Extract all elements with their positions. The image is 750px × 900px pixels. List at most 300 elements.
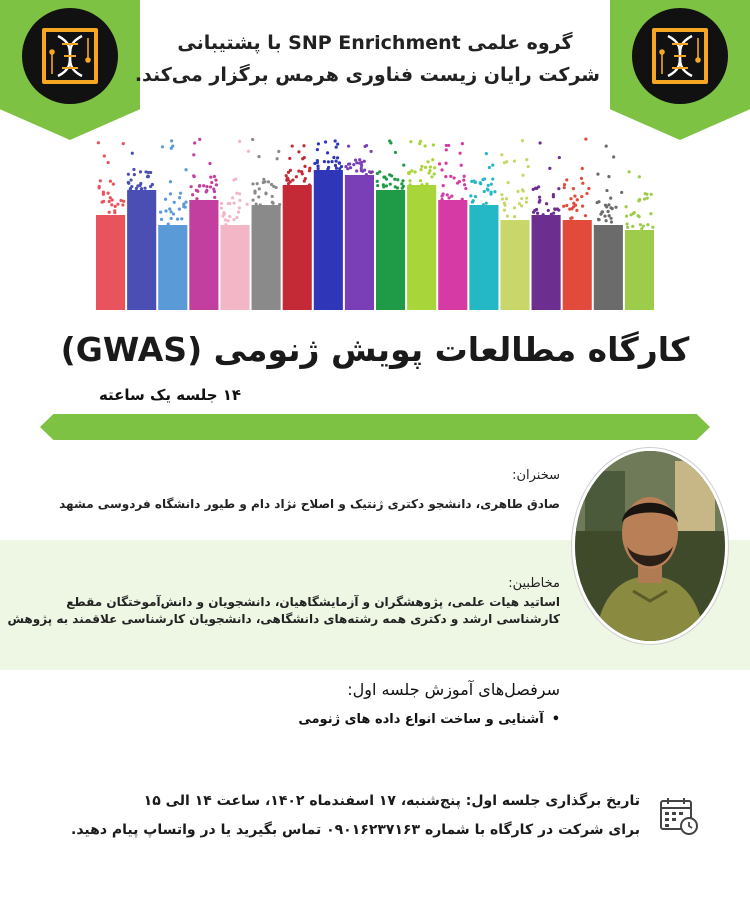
chromosome-bar — [314, 170, 343, 310]
snp-point — [552, 212, 555, 215]
snp-point — [358, 158, 361, 161]
snp-point — [376, 180, 379, 183]
chromosome-bar — [96, 215, 125, 310]
snp-point — [557, 209, 560, 212]
snp-point — [522, 174, 525, 177]
snp-point — [238, 140, 241, 143]
snp-point — [235, 192, 238, 195]
snp-point — [287, 182, 290, 185]
snp-point — [503, 204, 506, 207]
snp-point — [382, 185, 385, 188]
snp-point — [131, 152, 134, 155]
snp-point — [408, 179, 411, 182]
snp-point — [275, 186, 278, 189]
snp-point — [565, 178, 568, 181]
snp-point — [630, 213, 633, 216]
snp-point — [490, 183, 493, 186]
snp-point — [170, 147, 173, 150]
snp-point — [513, 215, 516, 218]
snp-point — [605, 144, 608, 147]
snp-point — [198, 185, 201, 188]
snp-point — [355, 169, 358, 172]
snp-point — [534, 187, 537, 190]
snp-point — [237, 211, 240, 214]
snp-point — [257, 155, 260, 158]
snp-point — [107, 191, 110, 194]
snp-point — [133, 173, 136, 176]
snp-point — [507, 181, 510, 184]
snp-point — [146, 175, 149, 178]
snp-point — [603, 214, 606, 217]
snp-point — [513, 206, 516, 209]
chromosome-bar — [283, 185, 312, 310]
snp-point — [220, 206, 223, 209]
snp-point — [581, 182, 584, 185]
footer-contact-line: برای شرکت در کارگاه با شماره ۰۹۰۱۶۲۳۷۱۶۳ تماس بگیرید یا در واتساپ پیام دهید. — [71, 822, 640, 838]
snp-point — [316, 148, 319, 151]
snp-point — [393, 178, 396, 181]
snp-point — [450, 195, 453, 198]
snp-point — [646, 197, 649, 200]
snp-point — [336, 156, 339, 159]
dna-circuit-logo-icon — [632, 8, 728, 104]
snp-point — [297, 150, 300, 153]
snp-point — [102, 191, 105, 194]
snp-point — [525, 158, 528, 161]
snp-point — [317, 167, 320, 170]
snp-point — [348, 162, 351, 165]
snp-point — [520, 204, 523, 207]
snp-point — [232, 178, 235, 181]
snp-point — [238, 192, 241, 195]
snp-point — [474, 195, 477, 198]
snp-point — [215, 183, 218, 186]
snp-point — [376, 184, 379, 187]
snp-point — [168, 207, 171, 210]
snp-point — [184, 168, 187, 171]
snp-point — [101, 200, 104, 203]
snp-point — [338, 161, 341, 164]
snp-point — [573, 195, 576, 198]
snp-point — [487, 184, 490, 187]
snp-point — [335, 167, 338, 170]
snp-point — [525, 197, 528, 200]
chromosome-bar — [532, 215, 561, 310]
snp-point — [354, 158, 357, 161]
chromosome-bar — [625, 230, 654, 310]
speaker-text: صادق طاهری، دانشجو دکتری ژنتیک و اصلاح نژاد دام و طیور دانشگاه فردوسی مشهد — [59, 497, 560, 511]
snp-point — [172, 212, 175, 215]
snp-point — [548, 167, 551, 170]
snp-point — [190, 185, 193, 188]
snp-point — [503, 209, 506, 212]
chromosome-bar — [252, 205, 281, 310]
snp-point — [326, 168, 329, 171]
snp-point — [651, 226, 654, 229]
snp-point — [427, 171, 430, 174]
snp-point — [552, 193, 555, 196]
snp-point — [262, 178, 265, 181]
snp-point — [232, 218, 235, 221]
snp-point — [638, 215, 641, 218]
snp-point — [301, 172, 304, 175]
snp-point — [289, 169, 292, 172]
snp-point — [424, 144, 427, 147]
snp-point — [612, 155, 615, 158]
snp-point — [419, 140, 422, 143]
snp-point — [645, 193, 648, 196]
green-divider-band — [40, 414, 710, 440]
snp-point — [568, 208, 571, 211]
snp-point — [389, 183, 392, 186]
snp-point — [202, 184, 205, 187]
snp-point — [301, 157, 304, 160]
snp-point — [182, 203, 185, 206]
snp-point — [631, 225, 634, 228]
snp-point — [442, 184, 445, 187]
snp-point — [205, 189, 208, 192]
snp-point — [513, 159, 516, 162]
snp-point — [461, 142, 464, 145]
snp-point — [332, 156, 335, 159]
chromosome-bar — [407, 185, 436, 310]
snp-point — [256, 182, 259, 185]
snp-point — [360, 167, 363, 170]
snp-point — [121, 203, 124, 206]
header-line-1: گروه علمی SNP Enrichment با پشتیبانی — [177, 32, 573, 54]
speaker-heading: سخنران: — [512, 468, 560, 483]
snp-point — [119, 199, 122, 202]
snp-point — [111, 198, 114, 201]
snp-point — [169, 180, 172, 183]
snp-point — [361, 170, 364, 173]
snp-point — [208, 162, 211, 165]
snp-point — [606, 210, 609, 213]
snp-point — [596, 173, 599, 176]
snp-point — [408, 171, 411, 174]
snp-point — [538, 141, 541, 144]
snp-point — [581, 205, 584, 208]
snp-point — [503, 161, 506, 164]
snp-point — [599, 213, 602, 216]
snp-point — [486, 188, 489, 191]
snp-point — [224, 223, 227, 226]
snp-point — [394, 151, 397, 154]
snp-point — [97, 141, 100, 144]
snp-point — [255, 203, 258, 206]
snp-point — [334, 164, 337, 167]
snp-point — [426, 160, 429, 163]
snp-point — [159, 211, 162, 214]
snp-point — [176, 218, 179, 221]
snp-point — [505, 197, 508, 200]
dna-circuit-logo-icon — [22, 8, 118, 104]
snp-point — [419, 179, 422, 182]
snp-point — [99, 179, 102, 182]
snp-point — [220, 202, 223, 205]
snp-point — [638, 198, 641, 201]
snp-point — [424, 166, 427, 169]
snp-point — [335, 146, 338, 149]
snp-point — [227, 202, 230, 205]
snp-point — [389, 141, 392, 144]
snp-point — [420, 183, 423, 186]
snp-point — [336, 143, 339, 146]
snp-point — [596, 201, 599, 204]
snp-point — [572, 205, 575, 208]
snp-point — [288, 157, 291, 160]
snp-point — [491, 164, 494, 167]
snp-point — [213, 190, 216, 193]
snp-point — [210, 181, 213, 184]
snp-point — [382, 176, 385, 179]
snp-point — [246, 203, 249, 206]
snp-point — [223, 212, 226, 215]
snp-point — [538, 199, 541, 202]
snp-point — [326, 151, 329, 154]
snp-point — [607, 175, 610, 178]
calendar-clock-icon — [658, 795, 700, 837]
snp-point — [129, 187, 132, 190]
snp-point — [122, 142, 125, 145]
snp-point — [170, 210, 173, 213]
snp-point — [488, 166, 491, 169]
snp-point — [103, 154, 106, 157]
snp-point — [98, 185, 101, 188]
snp-point — [164, 209, 167, 212]
snp-point — [113, 209, 116, 212]
snp-point — [493, 190, 496, 193]
snp-point — [445, 144, 448, 147]
snp-point — [489, 191, 492, 194]
snp-point — [430, 175, 433, 178]
snp-point — [147, 171, 150, 174]
snp-point — [193, 141, 196, 144]
snp-point — [562, 205, 565, 208]
snp-point — [464, 187, 467, 190]
snp-point — [161, 145, 164, 148]
snp-point — [440, 198, 443, 201]
speaker-portrait — [572, 448, 728, 644]
snp-point — [264, 192, 267, 195]
snp-point — [628, 170, 631, 173]
snp-point — [338, 167, 341, 170]
audience-line-2: کارشناسی ارشد و دکتری همه رشته‌های دانشگاهی، دانشجویان کارشناسی علاقمند به پژوهش — [7, 612, 560, 626]
snp-point — [224, 218, 227, 221]
snp-point — [409, 183, 412, 186]
snp-point — [355, 161, 358, 164]
snp-point — [262, 181, 265, 184]
snp-point — [459, 152, 462, 155]
snp-point — [414, 170, 417, 173]
snp-point — [537, 185, 540, 188]
snp-point — [605, 189, 608, 192]
snp-point — [267, 180, 270, 183]
snp-point — [471, 200, 474, 203]
syllabus-item: • آشنایی و ساخت انواع داده های ژنومی — [298, 712, 560, 727]
snp-point — [116, 203, 119, 206]
snp-point — [178, 208, 181, 211]
snp-point — [180, 217, 183, 220]
snp-point — [251, 138, 254, 141]
snp-point — [112, 182, 115, 185]
snp-point — [334, 139, 337, 142]
chromosome-bar — [438, 200, 467, 310]
snp-point — [429, 165, 432, 168]
chromosome-bar — [500, 220, 529, 310]
snp-point — [347, 145, 350, 148]
snp-point — [378, 170, 381, 173]
snp-point — [491, 177, 494, 180]
snp-point — [558, 156, 561, 159]
snp-point — [456, 181, 459, 184]
snp-point — [536, 212, 539, 215]
snp-point — [626, 222, 629, 225]
snp-point — [394, 185, 397, 188]
snp-point — [198, 138, 201, 141]
snp-point — [521, 139, 524, 142]
snp-point — [209, 175, 212, 178]
snp-point — [388, 173, 391, 176]
snp-point — [170, 217, 173, 220]
snp-point — [303, 165, 306, 168]
snp-point — [334, 159, 337, 162]
snp-point — [169, 192, 172, 195]
snp-point — [184, 205, 187, 208]
snp-point — [538, 196, 541, 199]
snp-point — [598, 218, 601, 221]
snp-point — [460, 164, 463, 167]
snp-point — [193, 175, 196, 178]
snp-point — [445, 148, 448, 151]
snp-point — [604, 219, 607, 222]
snp-point — [139, 170, 142, 173]
snp-point — [132, 168, 135, 171]
snp-point — [609, 206, 612, 209]
chromosome-bar — [469, 205, 498, 310]
snp-point — [316, 159, 319, 162]
snp-point — [107, 161, 110, 164]
right-badge — [610, 0, 750, 140]
snp-point — [432, 143, 435, 146]
snp-point — [385, 184, 388, 187]
snp-point — [433, 166, 436, 169]
snp-point — [295, 175, 298, 178]
snp-point — [385, 178, 388, 181]
snp-point — [122, 200, 125, 203]
snp-point — [449, 175, 452, 178]
workshop-title: کارگاه مطالعات پویش ژنومی (GWAS) — [60, 330, 690, 369]
footer-date-line: تاریخ برگذاری جلسه اول: پنج‌شنبه، ۱۷ اسفندماه ۱۴۰۲، ساعت ۱۴ الی ۱۵ — [143, 793, 640, 809]
snp-point — [469, 194, 472, 197]
snp-point — [522, 189, 525, 192]
snp-point — [396, 178, 399, 181]
snp-point — [608, 214, 611, 217]
snp-point — [278, 203, 281, 206]
chromosome-bar — [220, 225, 249, 310]
snp-point — [191, 193, 194, 196]
snp-point — [247, 150, 250, 153]
gwas-bars-graphic — [95, 130, 655, 315]
snp-point — [481, 178, 484, 181]
chromosome-bar — [127, 190, 156, 310]
snp-point — [419, 168, 422, 171]
snp-point — [479, 181, 482, 184]
snp-point — [585, 192, 588, 195]
left-badge — [0, 0, 140, 140]
audience-heading: مخاطبین: — [508, 576, 560, 591]
snp-point — [565, 204, 568, 207]
snp-point — [213, 196, 216, 199]
snp-point — [195, 197, 198, 200]
snp-point — [109, 180, 112, 183]
snp-point — [420, 165, 423, 168]
snp-point — [470, 180, 473, 183]
sessions-count: ۱۴ جلسه یک ساعته — [98, 386, 242, 404]
snp-point — [569, 197, 572, 200]
snp-point — [609, 197, 612, 200]
snp-point — [205, 185, 208, 188]
chromosome-bar — [345, 175, 374, 310]
snp-point — [173, 201, 176, 204]
snp-point — [572, 187, 575, 190]
snp-point — [232, 202, 235, 205]
snp-point — [238, 206, 241, 209]
snp-point — [642, 224, 645, 227]
snp-point — [575, 209, 578, 212]
snp-point — [327, 160, 330, 163]
snp-point — [287, 178, 290, 181]
snp-point — [330, 160, 333, 163]
snp-point — [149, 185, 152, 188]
snp-point — [303, 179, 306, 182]
snp-point — [483, 190, 486, 193]
snp-point — [535, 208, 538, 211]
snp-point — [365, 173, 368, 176]
snp-point — [580, 177, 583, 180]
snp-point — [527, 165, 530, 168]
snp-point — [587, 187, 590, 190]
snp-point — [238, 199, 241, 202]
snp-point — [178, 196, 181, 199]
snp-point — [625, 214, 628, 217]
snp-point — [114, 205, 117, 208]
snp-point — [363, 145, 366, 148]
snp-point — [271, 202, 274, 205]
snp-point — [400, 182, 403, 185]
snp-point — [277, 150, 280, 153]
snp-point — [431, 158, 434, 161]
chromosome-bar — [594, 225, 623, 310]
snp-point — [258, 187, 261, 190]
chromosome-bar — [158, 225, 187, 310]
snp-point — [448, 196, 451, 199]
snp-point — [444, 162, 447, 165]
snp-point — [259, 203, 262, 206]
snp-point — [291, 178, 294, 181]
snp-point — [614, 206, 617, 209]
snp-point — [506, 215, 509, 218]
snp-point — [108, 200, 111, 203]
snp-point — [500, 153, 503, 156]
snp-point — [257, 195, 260, 198]
snp-point — [167, 222, 170, 225]
snp-point — [474, 180, 477, 183]
snp-point — [253, 189, 256, 192]
snp-point — [462, 179, 465, 182]
snp-point — [192, 153, 195, 156]
snp-point — [433, 172, 436, 175]
